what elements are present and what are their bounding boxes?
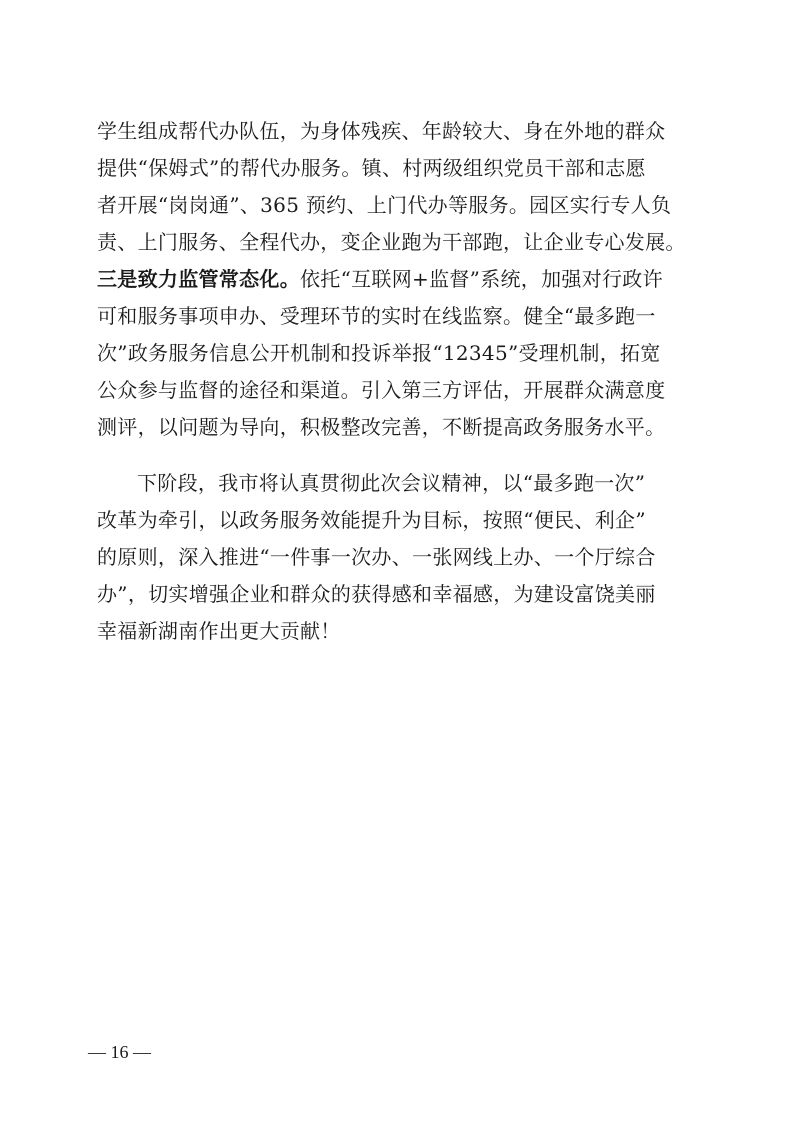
paragraph-1-line-2: 提供“保姆式”的帮代办服务。镇、村两级组织党员干部和志愿	[97, 156, 646, 180]
paragraph-3-line-3: 的原则，深入推进“一件事一次办、一张网线上办、一个厅综合	[97, 545, 656, 569]
paragraph-3-line-4: 办”，切实增强企业和群众的获得感和幸福感，为建设富饶美丽	[97, 582, 656, 606]
paragraph-2-line-4: 公众参与监督的途径和渠道。引入第三方评估，开展群众满意度	[97, 378, 666, 402]
paragraph-2-line-2: 可和服务事项申办、受理环节的实时在线监察。健全“最多跑一	[97, 304, 656, 328]
paragraph-2-line-5: 测评，以问题为导向，积极整改完善，不断提高政务服务水平。	[97, 415, 666, 439]
paragraph-3-line-1: 下阶段，我市将认真贯彻此次会议精神，以“最多跑一次”	[137, 471, 646, 495]
paragraph-2-bold-lead: 三是致力监管常态化。	[97, 267, 300, 291]
paragraph-1-line-3: 者开展“岗岗通”、365 预约、上门代办等服务。园区实行专人负	[97, 193, 672, 217]
paragraph-2-line-1-rest: 依托“互联网+监督”系统，加强对行政许	[300, 267, 663, 291]
paragraph-3-line-5: 幸福新湖南作出更大贡献！	[97, 619, 341, 643]
paragraph-2-line-1	[97, 264, 663, 294]
paragraph-1-line-1: 学生组成帮代办队伍，为身体残疾、年龄较大、身在外地的群众	[97, 119, 666, 143]
paragraph-3-line-2: 改革为牵引，以政务服务效能提升为目标，按照“便民、利企”	[97, 508, 646, 532]
paragraph-2-line-3: 次”政务服务信息公开机制和投诉举报“12345”受理机制，拓宽	[97, 341, 661, 365]
page-number: — 16 —	[88, 1042, 151, 1062]
paragraph-1-line-4: 责、上门服务、全程代办，变企业跑为干部跑，让企业专心发展。	[97, 230, 686, 254]
